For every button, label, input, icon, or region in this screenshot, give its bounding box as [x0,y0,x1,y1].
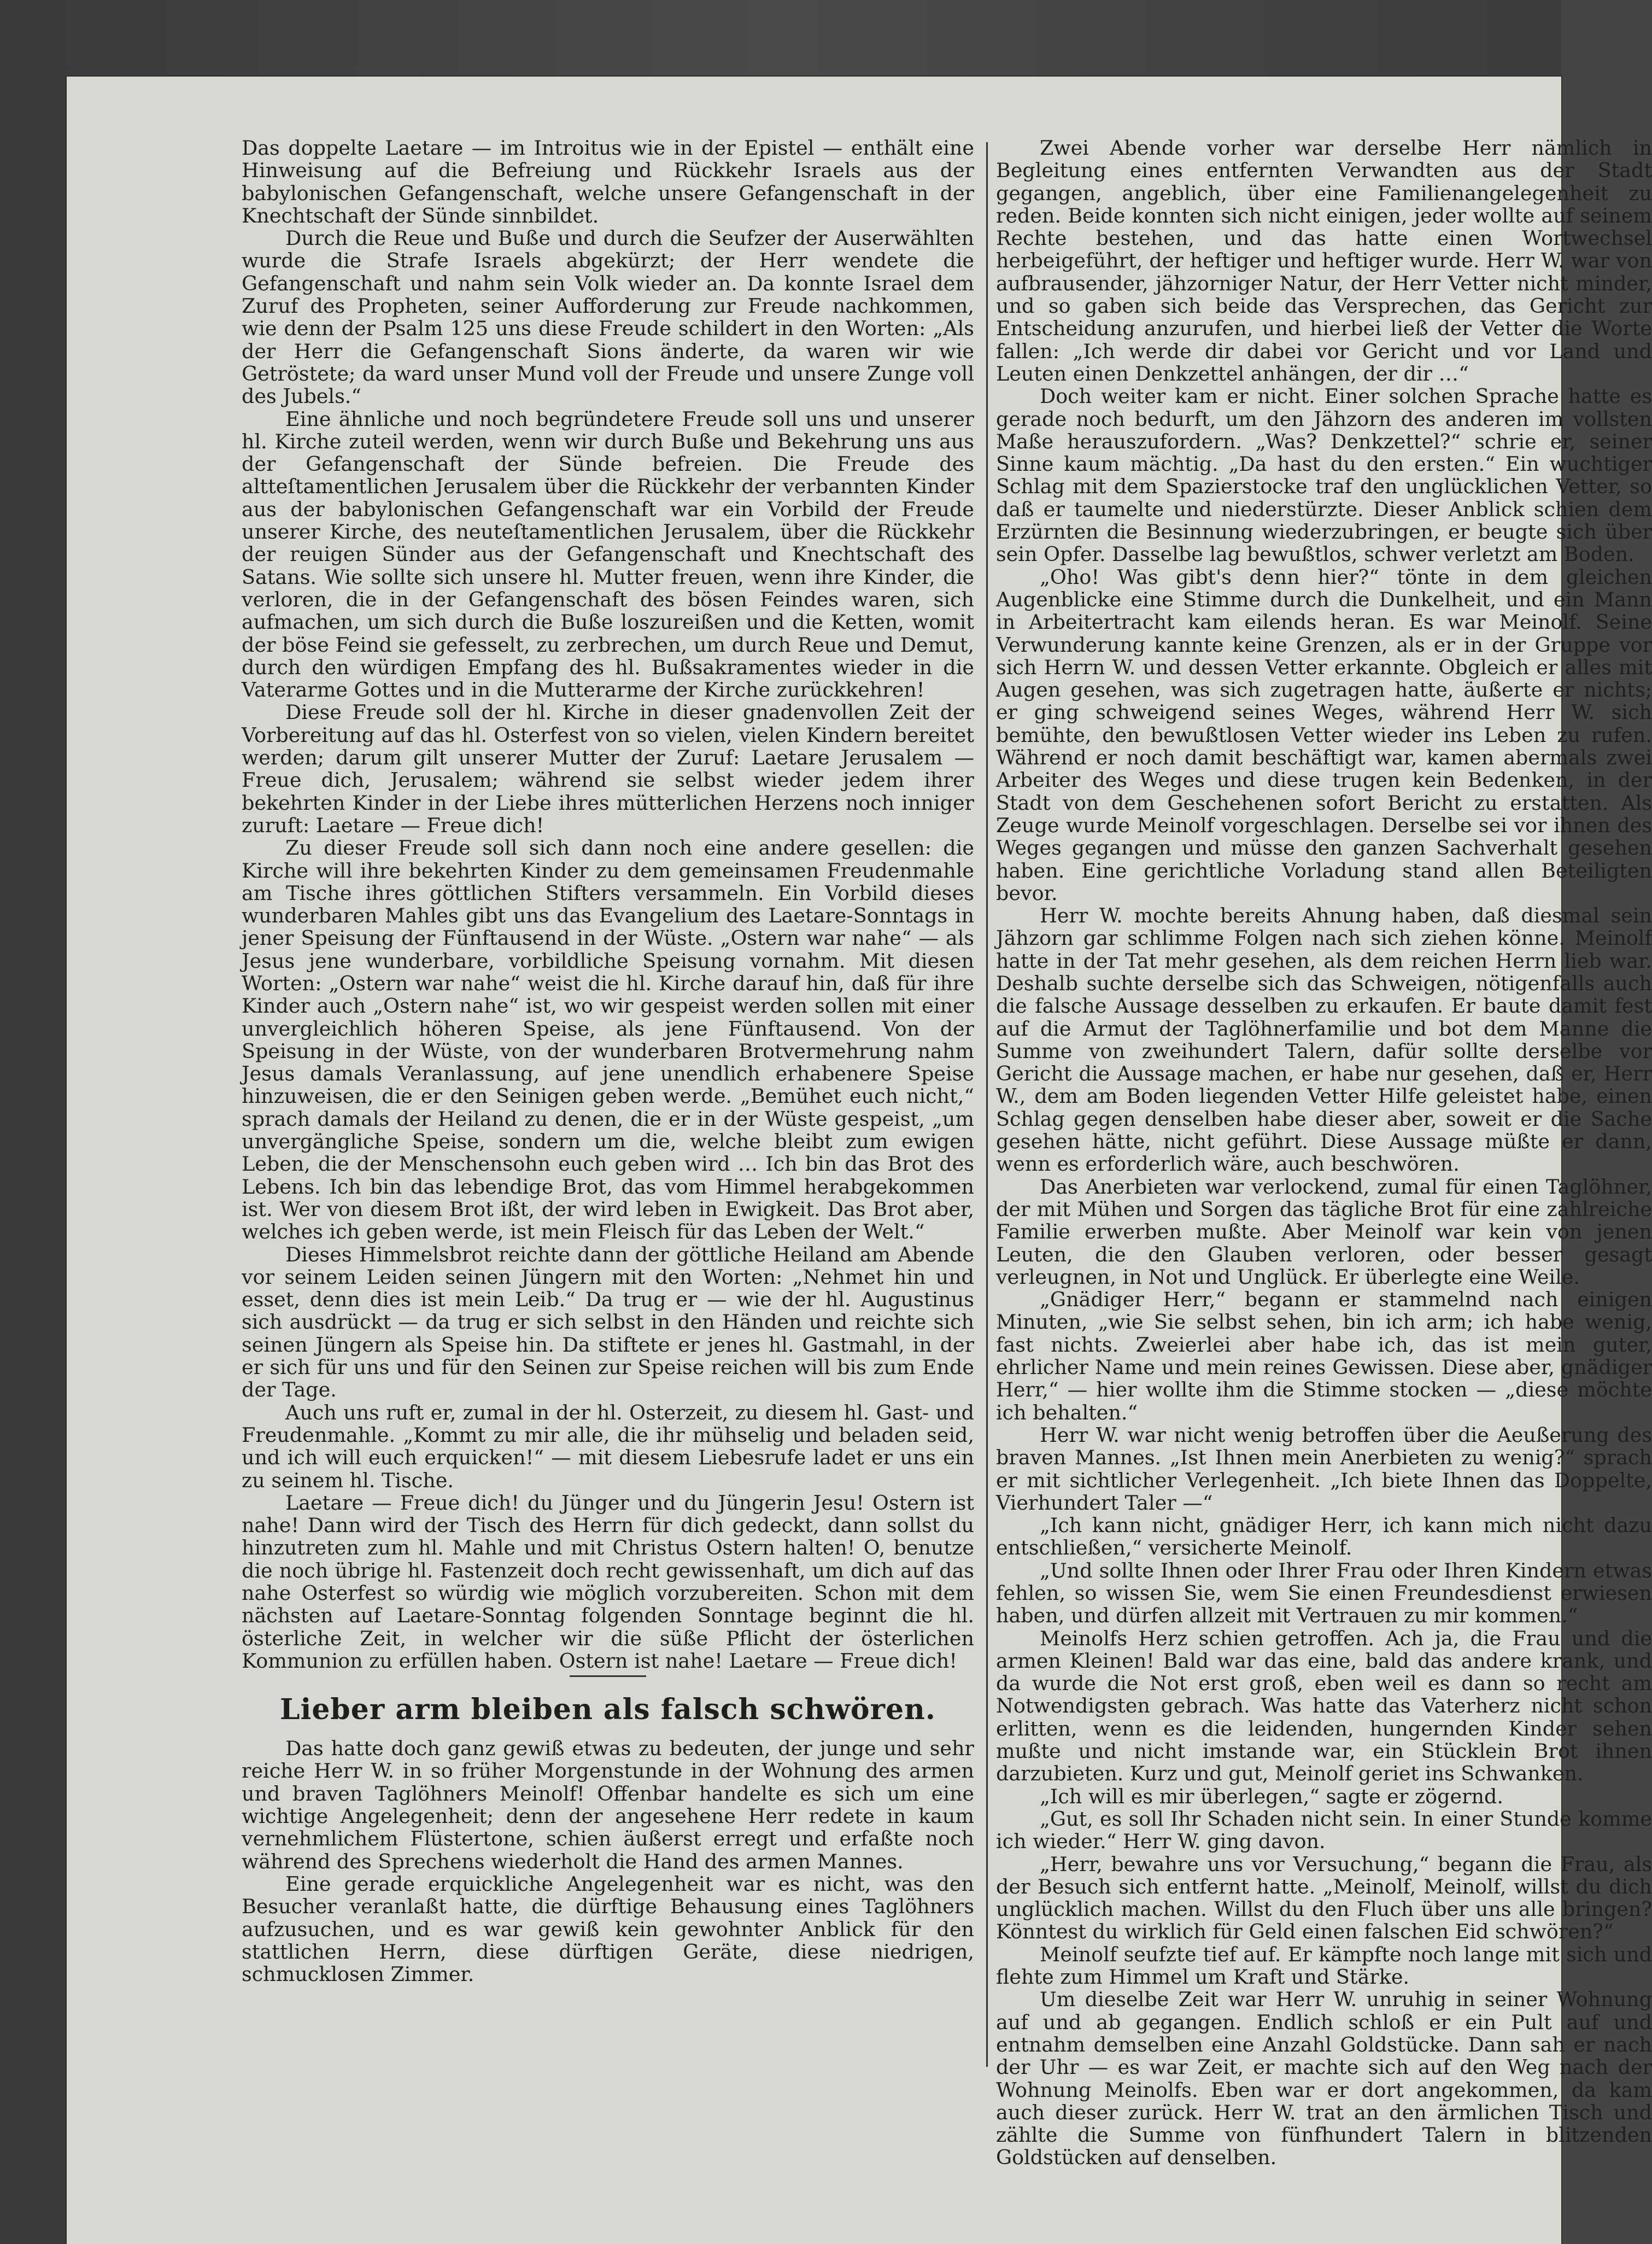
newspaper-page [67,77,1652,2244]
article-paragraph: Auch uns ruft er, zumal in der hl. Osterzeit, zu diesem hl. Gast- und Freudenmahle. „Kommt zu mir alle, die ihr mühselig und beladen seid, und ich will euch erquicken!“ — mit diesem Liebesrufe ladet er uns ein zu seinem hl. Tische. [242,1400,974,1492]
story-paragraph: Herr W. mochte bereits Ahnung haben, daß diesmal sein Jähzorn gar schlimme Folgen nach sich ziehen könne. Meinolf hatte in der Tat mehr gesehen, als dem reichen Herrn lieb war. Deshalb suchte derselbe sich das Schweigen, nötigenfalls auch die falsche Aussage desselben zu erkaufen. Er baute damit fest auf die Armut der Taglöhnerfamilie und bot dem Manne die Summe von zweihundert Talern, dafür sollte derselbe vor Gericht die Aussage machen, er habe nur gesehen, daß er, Herr W., dem am Boden liegenden Vetter Hilfe geleistet habe, einen Schlag gegen denselben habe dieser aber, soweit er die Sache gesehen hätte, nicht geführt. Diese Aussage müßte er dann, wenn es erforderlich wäre, auch beschwören. [996,904,1652,1176]
story-paragraph: Meinolfs Herz schien getroffen. Ach ja, die Frau und die armen Kleinen! Bald war das eine, bald das andere krank, und da wurde die Not erst groß, eben weil es dann so recht am Notwendigsten gebrach. Was hatte das Vaterherz nicht schon erlitten, wenn es die leidenden, hungernden Kinder sehen mußte und nicht imstande war, ein Stücklein Brot ihnen darzubieten. Kurz und gut, Meinolf geriet ins Schwanken. [996,1626,1652,1786]
column-rule [986,142,988,2067]
article-paragraph: Dieses Himmelsbrot reichte dann der göttliche Heiland am Abende vor seinem Leiden seinen Jüngern mit den Worten: „Nehmet hin und esset, denn dies ist mein Leib.“ Da trug er — wie der hl. Augustinus sich ausdrückt — da trug er sich selbst in den Händen und reichte sich seinen Jüngern als Speise hin. Da stiftete er jenes hl. Gastmahl, in der er sich für uns und für den Seinen zur Speise reichen will bis zum Ende der Tage. [242,1242,974,1402]
article-paragraph: Durch die Reue und Buße und durch die Seufzer der Auserwählten wurde die Strafe Israels abgekürzt; der Herr wendete die Gefangenschaft und nahm sein Volk wieder an. Da konnte Israel dem Zuruf des Propheten, seiner Aufforderung zur Freude nachkommen, wie denn der Psalm 125 uns diese Freude schildert in den Worten: „Als der Herr die Gefangenschaft Sions änderte, da waren wir wie Getröstete; da ward unser Mund voll der Freude und unsere Zunge voll des Jubels.“ [242,226,974,408]
story-paragraph: Meinolf seufzte tief auf. Er kämpfte noch lange mit sich und flehte zum Himmel um Kraft und Stärke. [996,1942,1652,1989]
story-paragraph: „Ich will es mir überlegen,“ sagte er zögernd. [1040,1784,1504,1808]
story-paragraph: „Und sollte Ihnen oder Ihrer Frau oder Ihren Kindern etwas fehlen, so wissen Sie, wem Sie einen Freundesdienst erwiesen haben, und dürfen allzeit mit Vertrauen zu mir kommen.“ [996,1558,1652,1628]
story-paragraph: „Gut, es soll Ihr Schaden nicht sein. In einer Stunde komme ich wieder.“ Herr W. ging davon. [996,1807,1652,1854]
left-column [242,137,974,1985]
story-paragraph: „Gnädiger Herr,“ begann er stammelnd nach einigen Minuten, „wie Sie selbst sehen, bin ich arm; ich habe wenig, fast nichts. Zweierlei aber habe ich, das ist mein guter, ehrlicher Name und mein reines Gewissen. Diese aber, gnädiger Herr,“ — hier wollte ihm die Stimme stocken — „diese möchte ich behalten.“ [996,1288,1652,1424]
section-divider [570,1675,646,1677]
article-paragraph: Eine ähnliche und noch begründetere Freude soll uns und unserer hl. Kirche zuteil werden, wenn wir durch Buße und Bekehrung uns aus der Gefangenschaft der Sünde befreien. Die Freude des altteſtamentlichen Jerusalem über die Rückkehr der verbannten Kinder aus der babylonischen Gefangenschaft war ein Vorbild der Freude unserer Kirche, des neuteſtamentlichen Jerusalem, über die Rückkehr der reuigen Sünder aus der Gefangenschaft und Knechtschaft des Satans. Wie sollte sich unsere hl. Mutter freuen, wenn ihre Kinder, die verloren, die in der Gefangenschaft des bösen Feindes waren, sich aufmachen, um sich durch die Buße loszureißen und die Ketten, womit der böse Feind sie gefesselt, zu zerbrechen, um durch Reue und Demut, durch den würdigen Empfang des hl. Bußsakramentes wieder in die Vaterarme Gottes und in die Mutterarme der Kirche zurückkehren! [242,407,974,702]
story-paragraph: Herr W. war nicht wenig betroffen über die Aeußerung des braven Mannes. „Ist Ihnen mein Anerbieten zu wenig?“ sprach er mit sichtlicher Verlegenheit. „Ich biete Ihnen das Doppelte, Vierhundert Taler —“ [996,1423,1652,1515]
story-paragraph: Das hatte doch ganz gewiß etwas zu bedeuten, der junge und sehr reiche Herr W. in so früher Morgenstunde in der Wohnung des armen und braven Taglöhners Meinolf! Offenbar handelte es sich um eine wichtige Angelegenheit; denn der angesehene Herr redete in kaum vernehmlichem Flüstertone, schien äußerst erregt und erfaßte noch während des Sprechens wiederholt die Hand des armen Mannes. [242,1737,974,1873]
right-column [996,137,1652,2169]
story-paragraph: „Oho! Was gibt's denn hier?“ tönte in dem gleichen Augenblicke eine Stimme durch die Dunkelheit, und ein Mann in Arbeitertracht kam eilends heran. Es war Meinolf. Seine Verwunderung kannte keine Grenzen, als er in der Gruppe vor sich Herrn W. und dessen Vetter erkannte. Obgleich er alles mit Augen gesehen, was sich zugetragen hatte, äußerte er nichts; er ging schweigend seines Weges, während Herr W. sich bemühte, den bewußtlosen Vetter wieder ins Leben zu rufen. Während er noch damit beschäftigt war, kamen abermals zwei Arbeiter des Weges und diese trugen kein Bedenken, in der Stadt von dem Geschehenen sofort Bericht zu erstatten. Als Zeuge wurde Meinolf vorgeschlagen. Derselbe sei vor ihnen des Weges gegangen und müsse den ganzen Sachverhalt gesehen haben. Eine gerichtliche Vorladung stand allen Beteiligten bevor. [996,565,1652,905]
article-paragraph: Das doppelte Laetare — im Introitus wie in der Epistel — enthält eine Hinweisung auf die Befreiung und Rückkehr Israels aus der babylonischen Gefangenschaft, welche unsere Gefangenschaft in der Knechtschaft der Sünde sinnbildet. [242,136,974,227]
article-paragraph: Zu dieser Freude soll sich dann noch eine andere gesellen: die Kirche will ihre bekehrten Kinder zu dem gemeinsamen Freudenmahle am Tische ihres göttlichen Stifters versammeln. Ein Vorbild dieses wunderbaren Mahles gibt uns das Evangelium des Laetare-Sonntags in jener Speisung der Fünftausend in der Wüste. „Ostern war nahe“ — als Jesus jene wunderbare, vorbildliche Speisung vornahm. Mit diesen Worten: „Ostern war nahe“ weist die hl. Kirche darauf hin, daß für ihre Kinder auch „Ostern nahe“ ist, wo wir gespeist werden sollen mit einer unvergleichlich höheren Speise, als jene Fünftausend. Von der Speisung in der Wüste, von der wunderbaren Brotvermehrung nahm Jesus damals Veranlassung, auf jene unendlich erhabenere Speise hinzuweisen, die er den Seinigen geben werde. „Bemühet euch nicht,“ sprach damals der Heiland zu denen, die er in der Wüste gespeist, „um unvergängliche Speise, sondern um die, welche bleibt zum ewigen Leben, die der Menschensohn euch geben wird … Ich bin das Brot des Lebens. Ich bin das lebendige Brot, das vom Himmel herabgekommen ist. Wer von diesem Brot ißt, der wird leben in Ewigkeit. Das Brot aber, welches ich geben werde, ist mein Fleisch für das Leben der Welt.“ [242,836,974,1244]
story-paragraph: Zwei Abende vorher war derselbe Herr nämlich in Begleitung eines entfernten Verwandten aus der Stadt gegangen, angeblich, über eine Familienangelegenheit zu reden. Beide konnten sich nicht einigen, jeder wollte auf seinem Rechte bestehen, und das hatte einen Wortwechsel herbeigeführt, der heftiger und heftiger wurde. Herr W. war von aufbrausender, jähzorniger Natur, der Herr Vetter nicht minder, und so gaben sich beide das Versprechen, das Gericht zur Entscheidung anzurufen, und hierbei ließ der Vetter die Worte fallen: „Ich werde dir dabei vor Gericht und vor Land und Leuten einen Denkzettel anhängen, der dir …“ [996,136,1652,385]
story-paragraph: „Ich kann nicht, gnädiger Herr, ich kann mich nicht dazu entschließen,“ versicherte Meinolf. [996,1513,1652,1560]
story-heading: Lieber arm bleiben als falsch schwören. [280,1693,936,1727]
article-paragraph: Diese Freude soll der hl. Kirche in dieser gnadenvollen Zeit der Vorbereitung auf das hl. Osterfest von so vielen, vielen Kindern bereitet werden; darum gilt unserer Mutter der Zuruf: Laetare Jerusalem — Freue dich, Jerusalem; während sie selbst wieder jedem ihrer bekehrten Kinder in der Liebe ihres mütterlichen Herzens noch inniger zuruft: Laetare — Freue dich! [242,700,974,837]
story-paragraph: Das Anerbieten war verlockend, zumal für einen Taglöhner, der mit Mühen und Sorgen das tägliche Brot für eine zahlreiche Familie erwerben mußte. Aber Meinolf war kein von jenen Leuten, die den Glauben verloren, oder besser gesagt verleugnen, in Not und Unglück. Er überlegte eine Weile. [996,1174,1652,1289]
story-paragraph: „Herr, bewahre uns vor Versuchung,“ begann die Frau, als der Besuch sich entfernt hatte. „Meinolf, Meinolf, willst du dich unglücklich machen. Willst du den Fluch über uns alle bringen? Könntest du wirklich für Geld einen falschen Eid schwören?“ [996,1852,1652,1944]
article-paragraph: Laetare — Freue dich! du Jünger und du Jüngerin Jesu! Ostern ist nahe! Dann wird der Tisch des Herrn für dich gedeckt, dann sollst du hinzutreten zum hl. Mahle und mit Christus Ostern halten! O, benutze die noch übrige hl. Fastenzeit doch recht gewissenhaft, um dich auf das nahe Osterfest so würdig wie möglich vorzubereiten. Schon mit dem nächsten auf Laetare-Sonntag folgenden Sonntage beginnt die hl. österliche Zeit, in welcher wir die süße Pflicht der österlichen Kommunion zu erfüllen haben. Ostern ist nahe! Laetare — Freue dich! [242,1491,974,1673]
story-paragraph: Um dieselbe Zeit war Herr W. unruhig in seiner Wohnung auf und ab gegangen. Endlich schloß er ein Pult auf und entnahm demselben eine Anzahl Goldstücke. Dann sah er nach der Uhr — es war Zeit, er machte sich auf den Weg nach der Wohnung Meinolfs. Eben war er dort angekommen, da kam auch dieser zurück. Herr W. trat an den ärmlichen Tisch und zählte die Summe von fünfhundert Talern in blitzenden Goldstücken auf denselben. [996,1988,1652,2170]
story-paragraph: Doch weiter kam er nicht. Einer solchen Sprache hatte es gerade noch bedurft, um den Jähzorn des anderen im vollsten Maße herauszufordern. „Was? Denkzettel?“ schrie er, seiner Sinne kaum mächtig. „Da hast du den ersten.“ Ein wuchtiger Schlag mit dem Spazierstocke traf den unglücklichen Vetter, so daß er taumelte und niederstürzte. Dieser Anblick schien dem Erzürnten die Besinnung wiederzubringen, er beugte sich über sein Opfer. Dasselbe lag bewußtlos, schwer verletzt am Boden. [996,384,1652,566]
story-paragraph: Eine gerade erquickliche Angelegenheit war es nicht, was den Besucher veranlaßt hatte, die dürftige Behausung eines Taglöhners aufzusuchen, und es war gewiß kein gewohnter Anblick für den stattlichen Herrn, diese dürftigen Geräte, diese niedrigen, schmucklosen Zimmer. [242,1872,974,1986]
